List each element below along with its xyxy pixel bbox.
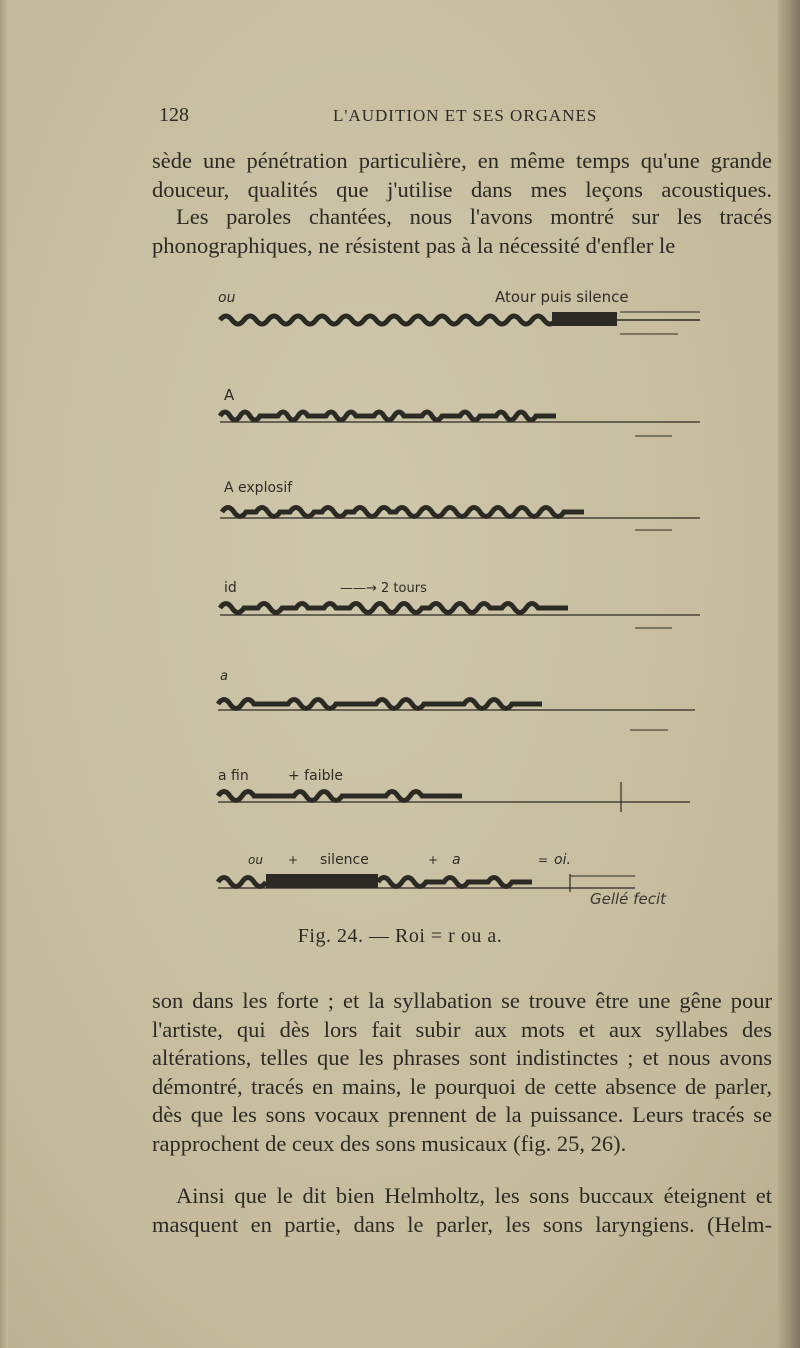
trace-a (220, 386, 700, 436)
trace-7-label-a: a (452, 852, 461, 868)
trace-3-label: A explosif (224, 480, 293, 496)
phonograph-traces-figure (180, 272, 740, 932)
trace-7-label-ou: ou (248, 853, 263, 867)
page-left-edge (0, 0, 8, 1348)
trace-1-label-ou: ou (218, 290, 236, 306)
trace-a-small (218, 669, 695, 730)
trace-a-fin (218, 768, 690, 812)
running-head: L'AUDITION ET SES ORGANES (333, 106, 598, 125)
paragraph-3: son dans les forte ; et la syllabation se trouve être une gêne pour l'artiste, qui dès lors fait subir aux mots et aux syllabes des altérations, telles que les phrases sont indistinctes ; et nous avons démontré, tracés en mains, le pourquoi de cette absence de parler, dès que les sons vocaux prennent de la puissance. Leurs tracés se rapprochent de ceux des sons musicaux (fig. 25, 26). (152, 988, 772, 1156)
trace-5-label: a (220, 669, 228, 684)
trace-a-explosif (220, 480, 700, 530)
trace-4-label-tours: ——→ 2 tours (340, 581, 427, 596)
trace-id (220, 580, 700, 628)
paragraph-1: sède une pénétration particulière, en même temps qu'une grande douceur, qualités que j'utilise dans mes leçons acoustiques. (152, 148, 772, 202)
trace-7-label-silence: silence (320, 852, 369, 868)
trace-6-label-faible: + faible (288, 768, 343, 784)
page-header (155, 104, 765, 134)
paragraph-2: Les paroles chantées, nous l'avons montré sur les tracés phonographiques, ne résistent pas à la nécessité d'enfler le (152, 204, 772, 258)
trace-4-label-id: id (224, 580, 237, 596)
page-right-edge (778, 0, 800, 1348)
figure-caption: Fig. 24. — Roi = r ou a. (297, 925, 503, 947)
trace-1-label-atour: Atour puis silence (495, 288, 629, 306)
trace-6-label-fin: a fin (218, 768, 249, 784)
trace-ou (218, 288, 700, 334)
trace-7-label-plus-1: + (288, 853, 299, 867)
trace-7-label-equals: = (538, 853, 549, 867)
trace-2-label: A (224, 386, 235, 404)
trace-7-label-oi: oi. (554, 852, 571, 868)
trace-ou-silence-a-oi (218, 852, 635, 892)
trace-7-label-plus-2: + (428, 853, 439, 867)
paragraph-4: Ainsi que le dit bien Helmholtz, les sons buccaux éteignent et masquent en partie, dans le parler, les sons laryngiens. (Helm- (152, 1183, 772, 1237)
page-number: 128 (159, 104, 189, 126)
figure-signature: Gellé fecit (590, 890, 666, 908)
